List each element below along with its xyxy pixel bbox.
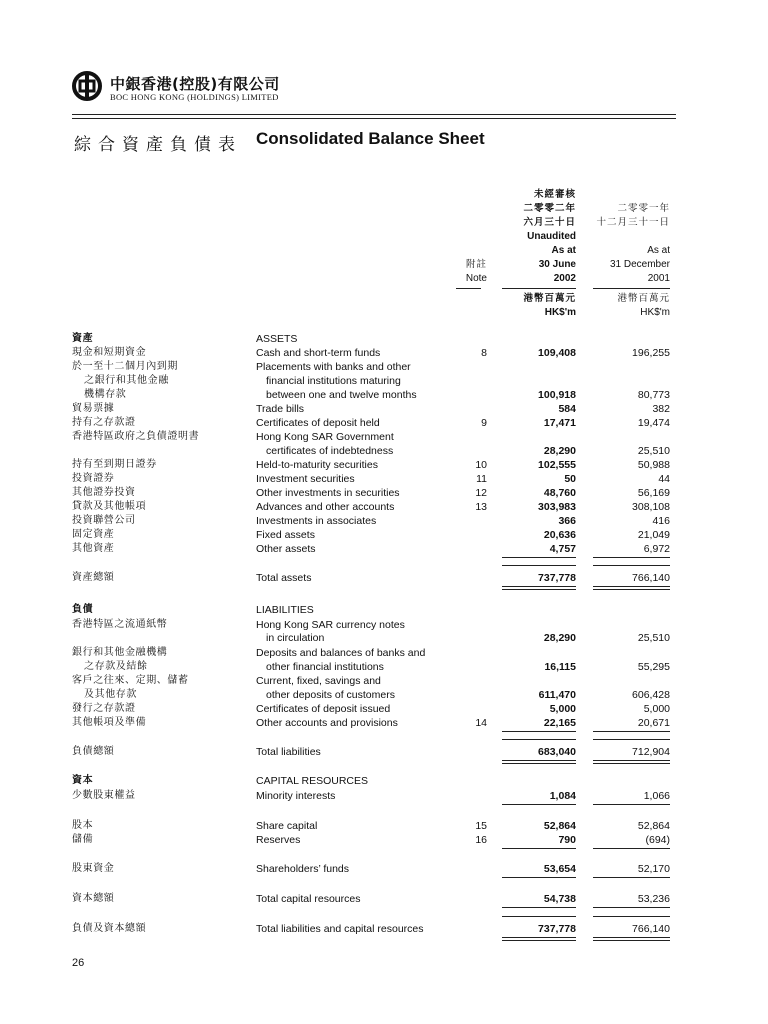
total-rule (502, 937, 576, 938)
row-label: Hong Kong SAR currency notes (256, 619, 405, 631)
value-2002: 52,864 (543, 820, 576, 832)
value-2001: 52,170 (637, 863, 670, 875)
total-rule (593, 907, 670, 908)
total-rule (502, 848, 576, 849)
table-row (0, 346, 768, 360)
row-label: other financial institutions (266, 661, 384, 673)
value-2001: 21,049 (637, 529, 670, 541)
row-label: LIABILITIES (256, 604, 314, 616)
table-row (0, 660, 768, 674)
row-label: in circulation (266, 632, 325, 644)
total-rule (502, 589, 576, 590)
row-label: ASSETS (256, 333, 298, 345)
value-2002: 790 (558, 834, 576, 846)
page-number: 26 (72, 957, 85, 969)
row-label: Certificates of deposit issued (256, 703, 391, 715)
table-row (0, 402, 768, 416)
header-rule-bottom (72, 118, 676, 119)
row-label: Total capital resources (256, 893, 361, 905)
value-2001: 25,510 (637, 445, 670, 457)
row-note: 11 (476, 473, 487, 485)
column-header-2002: As at (551, 245, 576, 256)
table-row (0, 674, 768, 688)
total-rule (593, 804, 670, 805)
row-label-chinese: 其他證券投資 (72, 487, 136, 498)
value-2001: 50,988 (637, 459, 670, 471)
row-label: Investments in associates (256, 515, 377, 527)
table-row (0, 819, 768, 833)
row-label: Investment securities (256, 473, 355, 485)
total-rule (502, 940, 576, 941)
header-underline (502, 288, 576, 289)
row-label: between one and twelve months (266, 389, 417, 401)
row-label: Shareholders’ funds (256, 863, 350, 875)
company-name-chinese: 中銀香港(控股)有限公司 (110, 75, 280, 93)
table-row (0, 618, 768, 632)
value-2001: 308,108 (632, 501, 670, 513)
table-row (0, 500, 768, 514)
total-rule (502, 731, 576, 732)
value-2002: 54,738 (543, 893, 576, 905)
column-header-2001: 2001 (647, 273, 670, 284)
value-2001: 55,295 (637, 661, 670, 673)
row-note: 16 (475, 834, 487, 846)
row-label-chinese: 負債及資本總額 (72, 923, 147, 934)
value-2001: 196,255 (632, 347, 670, 359)
row-label-chinese: 持有之存款證 (72, 417, 136, 428)
unit-header: HK$'m (640, 307, 670, 318)
row-label: Trade bills (256, 403, 305, 415)
table-row (0, 688, 768, 702)
row-label-chinese: 貸款及其他帳項 (72, 501, 147, 512)
bank-logo-icon (72, 71, 102, 101)
row-label-chinese: 資產總額 (72, 572, 115, 583)
total-rule (593, 848, 670, 849)
row-note: 12 (475, 487, 487, 499)
value-2001: 20,671 (637, 717, 670, 729)
row-label-chinese: 儲備 (72, 834, 94, 845)
row-label: Held-to-maturity securities (256, 459, 378, 471)
row-label: certificates of indebtedness (266, 445, 394, 457)
row-label-chinese: 持有至到期日證券 (72, 459, 157, 470)
row-label-chinese: 資本 (72, 775, 94, 786)
value-2002: 1,084 (549, 790, 576, 802)
table-row (0, 430, 768, 444)
row-label-chinese: 少數股東權益 (72, 790, 136, 801)
row-note: 13 (475, 501, 487, 513)
value-2001: 25,510 (637, 632, 670, 644)
row-label: Advances and other accounts (256, 501, 395, 513)
row-label: Other assets (256, 543, 316, 555)
total-rule (593, 937, 670, 938)
row-label-chinese: 貿易票據 (72, 403, 115, 414)
total-rule (593, 739, 670, 740)
value-2002: 303,983 (538, 501, 576, 513)
table-row (0, 862, 768, 876)
total-rule (593, 586, 670, 587)
column-header-2002: 二零零二年 (523, 203, 576, 214)
value-2001: 53,236 (637, 893, 670, 905)
row-label: Other accounts and provisions (256, 717, 398, 729)
column-header-2002: 未經審核 (533, 189, 576, 200)
table-row (0, 922, 768, 936)
total-rule (502, 916, 576, 917)
value-2001: 5,000 (643, 703, 670, 715)
value-2002: 611,470 (538, 689, 576, 701)
row-note: 14 (475, 717, 487, 729)
column-header-2001: 十二月三十一日 (596, 217, 670, 228)
row-label: Cash and short-term funds (256, 347, 381, 359)
value-2001: 52,864 (637, 820, 670, 832)
row-label-chinese: 股東資金 (72, 863, 115, 874)
column-header-2002: 30 June (538, 259, 576, 270)
table-row (0, 542, 768, 556)
row-label: financial institutions maturing (266, 375, 401, 387)
value-2001: 766,140 (632, 923, 670, 935)
total-rule (593, 589, 670, 590)
total-rule (593, 940, 670, 941)
value-2002: 109,408 (538, 347, 576, 359)
value-2001: 80,773 (637, 389, 670, 401)
total-rule (593, 916, 670, 917)
row-label-chinese: 投資聯營公司 (72, 515, 136, 526)
total-rule (593, 557, 670, 558)
total-rule (593, 565, 670, 566)
row-label: Certificates of deposit held (256, 417, 380, 429)
value-2002: 50 (564, 473, 576, 485)
value-2001: 606,428 (632, 689, 670, 701)
total-rule (502, 804, 576, 805)
row-label: Placements with banks and other (256, 361, 411, 373)
value-2002: 683,040 (538, 746, 576, 758)
row-label: Total liabilities and capital resources (256, 923, 424, 935)
value-2002: 28,290 (543, 445, 576, 457)
table-row (0, 774, 768, 788)
row-label-chinese: 其他資產 (72, 543, 115, 554)
value-2002: 16,115 (544, 661, 576, 673)
table-row (0, 416, 768, 430)
value-2002: 100,918 (538, 389, 576, 401)
value-2002: 102,555 (538, 459, 576, 471)
table-row (0, 388, 768, 402)
total-rule (502, 586, 576, 587)
row-label-chinese: 資產 (72, 333, 94, 344)
value-2001: 6,972 (643, 543, 670, 555)
table-row (0, 332, 768, 346)
value-2002: 22,165 (543, 717, 576, 729)
page-title: Consolidated Balance Sheet (256, 129, 485, 148)
row-label-chinese: 資本總額 (72, 893, 115, 904)
row-label-chinese: 機構存款 (84, 389, 127, 400)
table-row (0, 472, 768, 486)
row-label-chinese: 之銀行和其他金融 (84, 375, 169, 386)
row-label: CAPITAL RESOURCES (256, 775, 369, 787)
value-2001: 56,169 (637, 487, 670, 499)
unit-header-chinese: 港幣百萬元 (617, 293, 670, 304)
row-label: Total assets (256, 572, 312, 584)
table-row (0, 458, 768, 472)
row-label: other deposits of customers (266, 689, 395, 701)
row-note: 9 (481, 417, 487, 429)
row-label: Current, fixed, savings and (256, 675, 381, 687)
row-label-chinese: 之存款及結餘 (84, 661, 148, 672)
page-title-chinese: 綜合資產負債表 (74, 135, 242, 155)
total-rule (502, 907, 576, 908)
table-row (0, 374, 768, 388)
row-label-chinese: 及其他存款 (84, 689, 137, 700)
value-2002: 53,654 (543, 863, 576, 875)
row-label: Fixed assets (256, 529, 315, 541)
total-rule (502, 739, 576, 740)
row-label-chinese: 香港特區之流通紙幣 (72, 619, 168, 630)
row-label: Deposits and balances of banks and (256, 647, 426, 659)
row-label-chinese: 投資證券 (72, 473, 115, 484)
total-rule (502, 565, 576, 566)
total-rule (502, 763, 576, 764)
row-label-chinese: 股本 (72, 820, 94, 831)
row-label: Other investments in securities (256, 487, 400, 499)
total-rule (593, 877, 670, 878)
table-row (0, 514, 768, 528)
total-rule (593, 731, 670, 732)
row-label-chinese: 銀行和其他金融機構 (72, 647, 168, 658)
table-row (0, 486, 768, 500)
value-2001: 44 (658, 473, 670, 485)
column-header-2002: 2002 (553, 273, 576, 284)
row-label-chinese: 發行之存款證 (72, 703, 136, 714)
column-header-2002: 六月三十日 (523, 217, 576, 228)
row-label: Hong Kong SAR Government (256, 431, 394, 443)
table-row (0, 702, 768, 716)
row-label-chinese: 負債總額 (72, 746, 115, 757)
value-2001: 766,140 (632, 572, 670, 584)
header-underline (593, 288, 670, 289)
row-label: Reserves (256, 834, 301, 846)
row-label: Share capital (256, 820, 318, 832)
table-row (0, 603, 768, 617)
value-2002: 17,471 (543, 417, 576, 429)
note-header: Note (465, 273, 487, 284)
value-2002: 20,636 (543, 529, 576, 541)
table-row (0, 716, 768, 730)
table-row (0, 528, 768, 542)
row-label-chinese: 固定資產 (72, 529, 115, 540)
row-note: 10 (475, 459, 487, 471)
value-2002: 366 (558, 515, 576, 527)
value-2002: 48,760 (543, 487, 576, 499)
header-rule-top (72, 114, 676, 115)
row-label: Minority interests (256, 790, 336, 802)
table-row (0, 892, 768, 906)
table-row (0, 745, 768, 759)
table-row (0, 631, 768, 645)
unit-header: HK$'m (544, 307, 576, 318)
column-header-2001: As at (647, 245, 670, 256)
row-label-chinese: 現金和短期資金 (72, 347, 147, 358)
value-2001: 1,066 (643, 790, 670, 802)
row-label-chinese: 於一至十二個月內到期 (72, 361, 178, 372)
row-label-chinese: 客戶之往來、定期、儲蓄 (72, 675, 189, 686)
row-label: Total liabilities (256, 746, 321, 758)
unit-header-chinese: 港幣百萬元 (523, 293, 576, 304)
value-2001: 19,474 (637, 417, 670, 429)
value-2002: 5,000 (549, 703, 576, 715)
column-header-2002: Unaudited (527, 231, 576, 242)
value-2001: (694) (645, 834, 670, 846)
table-row (0, 360, 768, 374)
total-rule (502, 557, 576, 558)
column-header-2001: 二零零一年 (617, 203, 670, 214)
value-2001: 382 (652, 403, 670, 415)
table-row (0, 789, 768, 803)
total-rule (502, 760, 576, 761)
row-label-chinese: 香港特區政府之負債證明書 (72, 431, 200, 442)
value-2001: 416 (652, 515, 670, 527)
table-row (0, 571, 768, 585)
row-note: 8 (481, 347, 487, 359)
note-header-chinese: 附註 (465, 259, 487, 270)
row-note: 15 (475, 820, 487, 832)
value-2002: 737,778 (538, 923, 576, 935)
value-2002: 4,757 (549, 543, 576, 555)
row-label-chinese: 負債 (72, 604, 94, 615)
table-row (0, 444, 768, 458)
total-rule (593, 763, 670, 764)
value-2001: 712,904 (632, 746, 670, 758)
total-rule (593, 760, 670, 761)
value-2002: 28,290 (543, 632, 576, 644)
table-row (0, 646, 768, 660)
value-2002: 737,778 (538, 572, 576, 584)
total-rule (502, 877, 576, 878)
value-2002: 584 (558, 403, 576, 415)
row-label-chinese: 其他帳項及準備 (72, 717, 147, 728)
table-row (0, 833, 768, 847)
column-header-2001: 31 December (609, 259, 670, 270)
company-name-english: BOC HONG KONG (HOLDINGS) LIMITED (110, 92, 279, 102)
header-underline (456, 288, 481, 289)
